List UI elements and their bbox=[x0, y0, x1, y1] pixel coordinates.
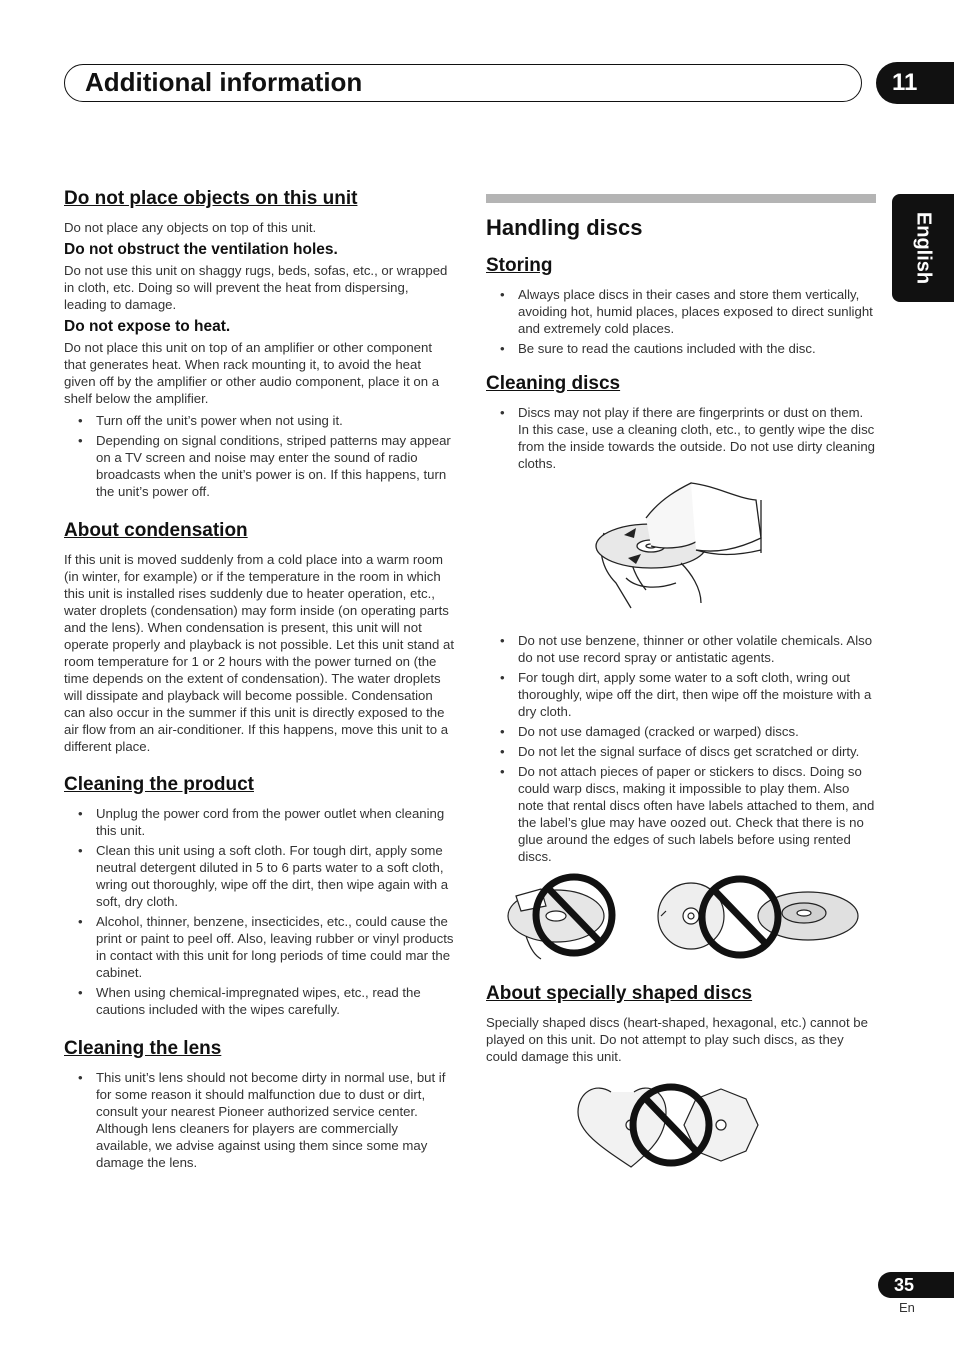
bullet-list bbox=[486, 286, 876, 357]
bullet-list bbox=[486, 404, 876, 472]
section-title-storing: Storing bbox=[486, 255, 553, 276]
subheading-ventilation: Do not obstruct the ventilation holes. bbox=[64, 241, 338, 258]
prohibited-disc-illustrations bbox=[486, 871, 876, 961]
language-side-tab bbox=[892, 194, 954, 302]
chapter-number-tab: 11 bbox=[876, 62, 954, 104]
page-number: 35 bbox=[878, 1272, 954, 1298]
bullet-list bbox=[64, 1069, 454, 1171]
section-divider-bar bbox=[486, 194, 876, 203]
page-title: Additional information bbox=[85, 67, 363, 97]
list-item: • Unplug the power cord from the power outlet when cleaning this unit. bbox=[96, 805, 454, 839]
no-shaped-disc-illustration bbox=[486, 1077, 876, 1177]
subheading-heat: Do not expose to heat. bbox=[64, 318, 231, 335]
paragraph: Do not place any objects on top of this unit. bbox=[64, 220, 317, 235]
list-item: • Do not use damaged (cracked or warped) discs. bbox=[518, 723, 876, 740]
no-sticker-illustration bbox=[508, 877, 612, 959]
list-item: • Be sure to read the cautions included with the disc. bbox=[518, 340, 876, 357]
list-item: • Do not let the signal surface of discs get scratched or dirty. bbox=[518, 743, 876, 760]
list-item: • Depending on signal conditions, striped patterns may appear on a TV screen and noise may enter the sound of radio broadcasts when the unit’s power is on. If this happens, turn the unit’s power off. bbox=[96, 432, 454, 500]
list-item: • When using chemical-impregnated wipes, etc., read the cautions included with the wipes carefully. bbox=[96, 984, 454, 1018]
no-warped-disc-illustration bbox=[658, 879, 858, 955]
left-column bbox=[64, 188, 454, 1177]
list-item: • Do not attach pieces of paper or stickers to discs. Doing so could warp discs, making it impossible to play them. Also note that rental discs often have labels attached to them, and the label’s glue may have oozed out. Check that there is no glue around the edges of such labels before using rented discs. bbox=[518, 763, 876, 865]
language-label: English bbox=[912, 211, 935, 285]
page-language-code: En bbox=[899, 1300, 915, 1315]
header-title-box bbox=[64, 64, 862, 102]
paragraph: Do not use this unit on shaggy rugs, beds, sofas, etc., or wrapped in cloth, etc. Doing so will prevent the heat from dispersing, leading to damage. bbox=[64, 263, 448, 312]
section-title-condensation: About condensation bbox=[64, 520, 248, 541]
list-item: • Do not use benzene, thinner or other volatile chemicals. Also do not use record spray or antistatic agents. bbox=[518, 632, 876, 666]
list-item: • Discs may not play if there are fingerprints or dust on them. In this case, use a cleaning cloth, etc., to gently wipe the disc from the inside towards the outside. Do not use dirty cleaning cloths. bbox=[518, 404, 876, 472]
list-item: • Always place discs in their cases and store them vertically, avoiding hot, humid places, places exposed to direct sunlight and extremely cold places. bbox=[518, 286, 876, 337]
section-title-shaped-discs: About specially shaped discs bbox=[486, 983, 753, 1004]
list-item: • Turn off the unit’s power when not using it. bbox=[96, 412, 454, 429]
right-column bbox=[486, 188, 876, 1177]
section-heading-handling-discs: Handling discs bbox=[486, 215, 643, 240]
bullet-list bbox=[486, 632, 876, 865]
paragraph: Specially shaped discs (heart-shaped, hexagonal, etc.) cannot be played on this unit. Do not attempt to play such discs, as they could damage this unit. bbox=[486, 1015, 868, 1064]
section-title-do-not-place: Do not place objects on this unit bbox=[64, 188, 358, 209]
list-item: • For tough dirt, apply some water to a soft cloth, wring out thoroughly, wipe off the dirt, then wipe off the moisture with a dry cloth. bbox=[518, 669, 876, 720]
list-item: • This unit’s lens should not become dirty in normal use, but if for some reason it should malfunction due to dust or dirt, consult your nearest Pioneer authorized service center. Although lens cleaners for players are commercially available, we advise against using them since some may damage the lens. bbox=[96, 1069, 454, 1171]
section-title-cleaning-discs: Cleaning discs bbox=[486, 373, 621, 394]
section-title-cleaning-product: Cleaning the product bbox=[64, 774, 254, 795]
paragraph: Do not place this unit on top of an amplifier or other component that generates heat. When rack mounting it, to avoid the heat given off by the amplifier or other audio component, place it on a shelf below the amplifier. bbox=[64, 340, 440, 406]
paragraph: If this unit is moved suddenly from a cold place into a warm room (in winter, for example) or if the temperature in the room in which this unit is installed rises suddenly due to heater operation, etc., water droplets (condensation) may form inside (on operating parts and the lens). When condensation is present, this unit will not operate properly and playback is not possible. Let this unit stand at room temperature for 1 or 2 hours with the power turned on (the time depends on the extent of condensation). The water droplets will dissipate and playback will become possible. Condensation can also occur in the summer if this unit is directly exposed to the air flow from an air-conditioner. If this happens, move this unit to a different place. bbox=[64, 552, 455, 754]
list-item: • Alcohol, thinner, benzene, insecticides, etc., could cause the print or paint to peel off. Also, leaving rubber or vinyl products in contact with this unit for long periods of time could mar the cabinet. bbox=[96, 913, 454, 981]
list-item: • Clean this unit using a soft cloth. For tough dirt, apply some neutral detergent diluted in 5 to 6 parts water to a soft cloth, wring out thoroughly, wipe off the dirt, then wipe again with a soft, dry cloth. bbox=[96, 842, 454, 910]
bullet-list bbox=[64, 805, 454, 1018]
bullet-list bbox=[64, 412, 454, 500]
disc-wiping-illustration bbox=[486, 478, 876, 618]
section-title-cleaning-lens: Cleaning the lens bbox=[64, 1038, 222, 1059]
